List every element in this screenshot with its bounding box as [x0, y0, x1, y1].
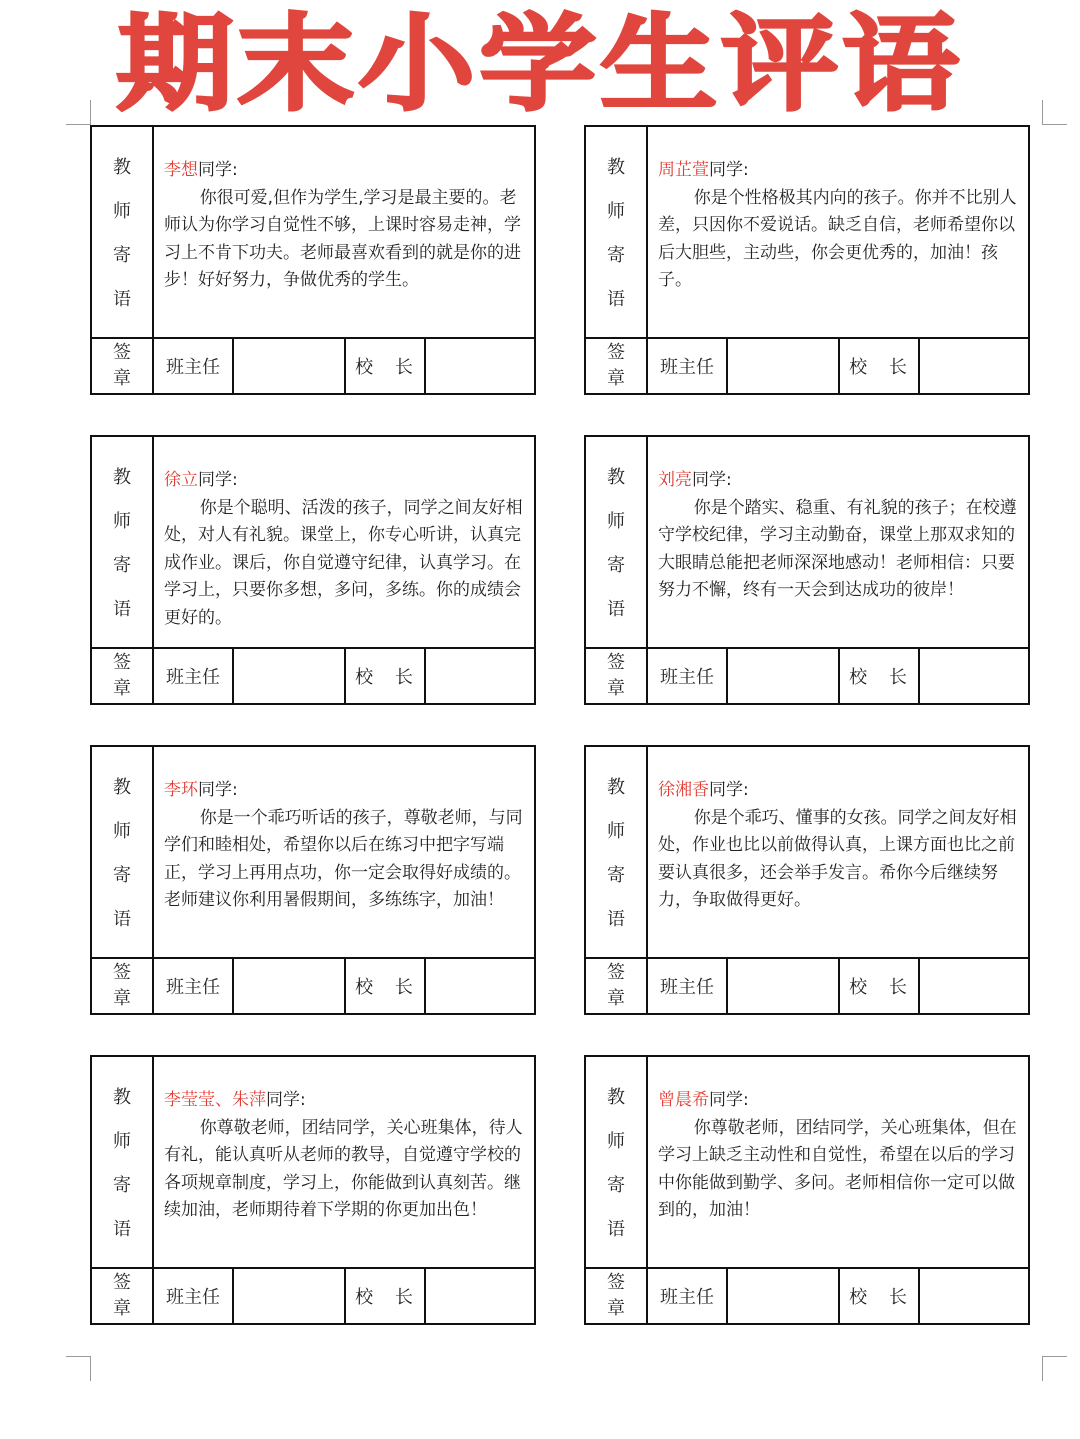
student-suffix: 同学:	[692, 470, 732, 490]
teacher-words-label	[92, 1057, 154, 1267]
comment-text: 你是个乖巧、懂事的女孩。同学之间友好相处，作业也比以前做得认真，上课方面也比之前要认真很多，还会举手发言。希你今后继续努力，争取做得更好。	[658, 807, 1017, 910]
student-name: 李环	[164, 780, 198, 800]
teacher-words-char: 教	[607, 1087, 625, 1108]
seal-char: 签	[607, 342, 625, 363]
comment-card	[90, 745, 536, 1015]
student-line	[164, 777, 526, 805]
teacher-words-char: 师	[607, 821, 625, 842]
signature-row	[586, 957, 1028, 1013]
teacher-words-char: 寄	[607, 555, 625, 576]
comment-content	[154, 747, 534, 957]
seal-label	[586, 959, 648, 1013]
crop-mark-bottom-right	[1042, 1356, 1067, 1381]
teacher-words-char: 师	[607, 201, 625, 222]
comment-card	[584, 125, 1030, 395]
student-line	[658, 157, 1020, 185]
teacher-words-char: 教	[113, 1087, 131, 1108]
teacher-words-char: 师	[113, 1131, 131, 1152]
teacher-words-char: 寄	[607, 865, 625, 886]
principal-label: 校 长	[346, 1269, 426, 1323]
principal-signature-box	[920, 649, 1028, 703]
student-suffix: 同学:	[198, 470, 238, 490]
principal-label: 校 长	[346, 339, 426, 393]
teacher-words-char: 语	[607, 599, 625, 620]
head-teacher-label: 班主任	[154, 959, 234, 1013]
student-suffix: 同学:	[198, 780, 238, 800]
student-line	[164, 157, 526, 185]
teacher-words-char: 教	[607, 777, 625, 798]
signature-row	[586, 337, 1028, 393]
seal-label	[92, 339, 154, 393]
seal-char: 签	[607, 652, 625, 673]
teacher-words-label	[586, 127, 648, 337]
signature-row	[92, 647, 534, 703]
comment-content	[648, 747, 1028, 957]
head-teacher-signature-box	[728, 649, 840, 703]
student-name: 李想	[164, 160, 198, 180]
signature-row	[92, 1267, 534, 1323]
seal-label	[586, 339, 648, 393]
seal-label	[586, 1269, 648, 1323]
teacher-words-label	[92, 127, 154, 337]
teacher-words-label	[92, 747, 154, 957]
student-suffix: 同学:	[266, 1090, 306, 1110]
teacher-words-char: 师	[113, 201, 131, 222]
head-teacher-signature-box	[728, 959, 840, 1013]
comment-text: 你是个性格极其内向的孩子。你并不比别人差，只因你不爱说话。缺乏自信，老师希望你以后大胆些，主动些，你会更优秀的，加油！孩子。	[658, 187, 1017, 290]
principal-signature-box	[426, 339, 534, 393]
signature-row	[586, 1267, 1028, 1323]
head-teacher-label: 班主任	[154, 649, 234, 703]
principal-label: 校 长	[840, 339, 920, 393]
teacher-words-char: 寄	[607, 1175, 625, 1196]
seal-char: 签	[113, 652, 131, 673]
teacher-words-label	[586, 437, 648, 647]
comment-content	[154, 1057, 534, 1267]
teacher-words-label	[586, 747, 648, 957]
student-suffix: 同学:	[709, 1090, 749, 1110]
signature-row	[92, 337, 534, 393]
signature-row	[92, 957, 534, 1013]
teacher-words-char: 教	[113, 777, 131, 798]
seal-char: 签	[113, 342, 131, 363]
principal-signature-box	[426, 1269, 534, 1323]
teacher-words-char: 教	[607, 157, 625, 178]
comment-text: 你尊敬老师，团结同学，关心班集体，待人有礼，能认真听从老师的教导，自觉遵守学校的各项规章制度，学习上，你能做到认真刻苦。继续加油，老师期待着下学期的你更加出色！	[164, 1117, 523, 1220]
comment-text: 你尊敬老师，团结同学，关心班集体，但在学习上缺乏主动性和自觉性，希望在以后的学习中你能做到勤学、多问。老师相信你一定可以做到的，加油！	[658, 1117, 1017, 1220]
head-teacher-label: 班主任	[154, 1269, 234, 1323]
teacher-words-char: 寄	[607, 245, 625, 266]
principal-signature-box	[426, 959, 534, 1013]
principal-label: 校 长	[840, 649, 920, 703]
principal-label: 校 长	[346, 649, 426, 703]
seal-label	[586, 649, 648, 703]
student-suffix: 同学:	[198, 160, 238, 180]
comment-content	[648, 127, 1028, 337]
seal-char: 章	[113, 678, 131, 699]
comment-card	[584, 745, 1030, 1015]
teacher-words-char: 语	[113, 599, 131, 620]
student-line	[164, 1087, 526, 1115]
comment-content	[648, 437, 1028, 647]
teacher-words-char: 语	[607, 909, 625, 930]
teacher-words-char: 语	[113, 909, 131, 930]
head-teacher-label: 班主任	[648, 1269, 728, 1323]
seal-char: 签	[607, 1272, 625, 1293]
teacher-words-char: 语	[113, 1219, 131, 1240]
principal-label: 校 长	[840, 1269, 920, 1323]
comment-text: 你是一个乖巧听话的孩子，尊敬老师，与同学们和睦相处，希望你以后在练习中把字写端正，学习上再用点功，你一定会取得好成绩的。老师建议你利用暑假期间，多练练字，加油！	[164, 807, 523, 910]
seal-label	[92, 959, 154, 1013]
teacher-words-char: 语	[607, 289, 625, 310]
principal-signature-box	[920, 1269, 1028, 1323]
teacher-words-label	[586, 1057, 648, 1267]
student-name: 徐立	[164, 470, 198, 490]
teacher-words-char: 寄	[113, 1175, 131, 1196]
seal-char: 章	[607, 988, 625, 1009]
head-teacher-label: 班主任	[648, 649, 728, 703]
head-teacher-signature-box	[234, 1269, 346, 1323]
head-teacher-signature-box	[234, 959, 346, 1013]
student-line	[658, 467, 1020, 495]
comment-card	[90, 1055, 536, 1325]
teacher-words-char: 语	[607, 1219, 625, 1240]
comment-card	[584, 1055, 1030, 1325]
signature-row	[586, 647, 1028, 703]
comment-content	[648, 1057, 1028, 1267]
seal-char: 章	[607, 368, 625, 389]
comment-text: 你是个聪明、活泼的孩子，同学之间友好相处，对人有礼貌。课堂上，你专心听讲，认真完成作业。课后，你自觉遵守纪律，认真学习。在学习上，只要你多想，多问，多练。你的成绩会更好的。	[164, 497, 523, 628]
comment-content	[154, 127, 534, 337]
teacher-words-char: 寄	[113, 865, 131, 886]
principal-signature-box	[920, 959, 1028, 1013]
seal-char: 签	[607, 962, 625, 983]
student-name: 李莹莹、朱萍	[164, 1090, 266, 1110]
student-line	[658, 777, 1020, 805]
head-teacher-label: 班主任	[648, 339, 728, 393]
head-teacher-signature-box	[728, 339, 840, 393]
principal-label: 校 长	[346, 959, 426, 1013]
teacher-words-char: 师	[607, 1131, 625, 1152]
student-name: 刘亮	[658, 470, 692, 490]
comment-card	[90, 435, 536, 705]
seal-char: 章	[113, 988, 131, 1009]
teacher-words-char: 教	[113, 157, 131, 178]
student-suffix: 同学:	[709, 780, 749, 800]
seal-label	[92, 649, 154, 703]
principal-label: 校 长	[840, 959, 920, 1013]
crop-mark-bottom-left	[66, 1356, 91, 1381]
teacher-words-label	[92, 437, 154, 647]
teacher-words-char: 寄	[113, 555, 131, 576]
student-line	[164, 467, 526, 495]
comment-card	[90, 125, 536, 395]
teacher-words-char: 教	[607, 467, 625, 488]
principal-signature-box	[426, 649, 534, 703]
seal-char: 签	[113, 962, 131, 983]
student-name: 曾晨希	[658, 1090, 709, 1110]
teacher-words-char: 语	[113, 289, 131, 310]
seal-char: 章	[607, 678, 625, 699]
teacher-words-char: 寄	[113, 245, 131, 266]
seal-char: 章	[113, 1298, 131, 1319]
student-name: 周芷萱	[658, 160, 709, 180]
comment-content	[154, 437, 534, 647]
head-teacher-signature-box	[234, 339, 346, 393]
teacher-words-char: 师	[607, 511, 625, 532]
comment-text: 你很可爱,但作为学生,学习是最主要的。老师认为你学习自觉性不够，上课时容易走神，学习上不肯下功夫。老师最喜欢看到的就是你的进步！好好努力，争做优秀的学生。	[164, 187, 521, 290]
student-name: 徐湘香	[658, 780, 709, 800]
teacher-words-char: 师	[113, 821, 131, 842]
comment-text: 你是个踏实、稳重、有礼貌的孩子；在校遵守学校纪律，学习主动勤奋，课堂上那双求知的大眼睛总能把老师深深地感动！老师相信：只要努力不懈，终有一天会到达成功的彼岸！	[658, 497, 1017, 600]
head-teacher-signature-box	[234, 649, 346, 703]
principal-signature-box	[920, 339, 1028, 393]
teacher-words-char: 教	[113, 467, 131, 488]
head-teacher-label: 班主任	[648, 959, 728, 1013]
seal-label	[92, 1269, 154, 1323]
comment-card	[584, 435, 1030, 705]
page-title: 期末小学生评语	[116, 3, 964, 125]
student-suffix: 同学:	[709, 160, 749, 180]
seal-char: 章	[113, 368, 131, 389]
seal-char: 章	[607, 1298, 625, 1319]
head-teacher-label: 班主任	[154, 339, 234, 393]
seal-char: 签	[113, 1272, 131, 1293]
head-teacher-signature-box	[728, 1269, 840, 1323]
teacher-words-char: 师	[113, 511, 131, 532]
student-line	[658, 1087, 1020, 1115]
